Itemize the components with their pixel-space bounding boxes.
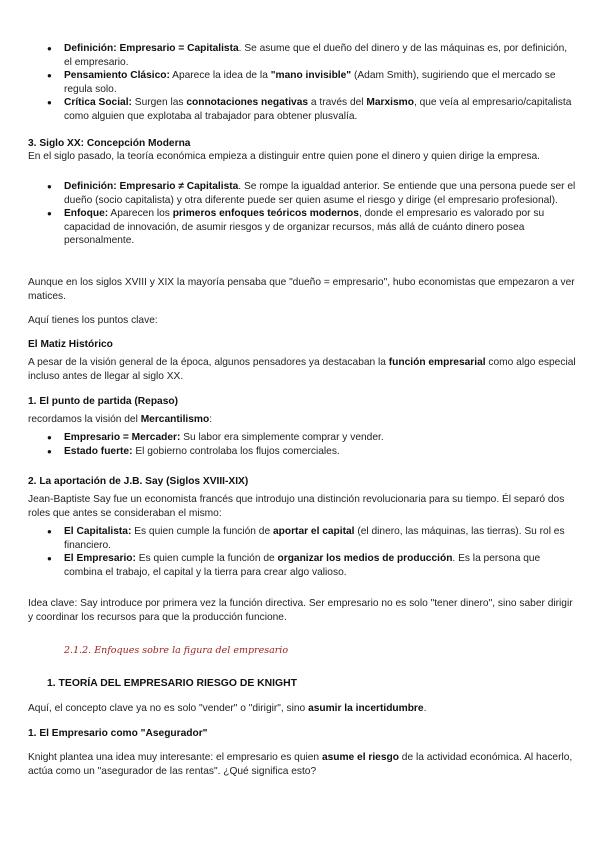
punto-partida-title: 1. El punto de partida (Repaso) (28, 396, 178, 407)
section-heading: 2.1.2. Enfoques sobre la figura del empresario (64, 645, 289, 656)
list-item: ● Enfoque: Aparecen los primeros enfoques teóricos modernos, donde el empresario es valorado por su capacidad de innovación, de asumir riesgos y de organizar recursos, más allá de cuánto dinero posea personalmente. (47, 207, 577, 248)
section-3-intro: En el siglo pasado, la teoría económica empieza a distinguir entre quien pone el dinero y quien dirige la empresa. (28, 151, 540, 162)
idea-clave-paragraph: Idea clave: Say introduce por primera vez la función directiva. Ser empresario no es solo "tener dinero", sino saber dirigir y coordinar los recursos para que la producción funcione. (28, 598, 573, 623)
say-bullet-list (47, 525, 577, 579)
say-title: 2. La aportación de J.B. Say (Siglos XVIII-XIX) (28, 476, 249, 487)
section-3-bullet-list (47, 180, 577, 248)
list-item: ● Empresario = Mercader: Su labor era simplemente comprar y vender. (47, 431, 577, 445)
knight-paragraph: Aquí, el concepto clave ya no es solo "vender" o "dirigir", sino asumir la incertidumbre. (28, 703, 427, 714)
knight-heading: 1. TEORÍA DEL EMPRESARIO RIESGO DE KNIGHT (47, 678, 297, 689)
asegurador-title: 1. El Empresario como "Asegurador" (28, 728, 208, 739)
paragraph-puntos-clave: Aquí tienes los puntos clave: (28, 315, 158, 326)
asegurador-paragraph: Knight plantea una idea muy interesante: el empresario es quien asume el riesgo de la actividad económica. Al hacerlo, actúa como un "asegurador de las rentas". ¿Qué significa esto? (28, 752, 573, 777)
matiz-paragraph: A pesar de la visión general de la época, algunos pensadores ya destacaban la función empresarial como algo especial incluso antes de llegar al siglo XX. (28, 357, 576, 382)
list-item: ● Estado fuerte: El gobierno controlaba los flujos comerciales. (47, 445, 577, 459)
list-item: ● El Capitalista: Es quien cumple la función de aportar el capital (el dinero, las máquinas, las tierras). Su rol es financiero. (47, 525, 577, 552)
say-intro: Jean-Baptiste Say fue un economista francés que introdujo una distinción revolucionaria para su tiempo. Él separó dos roles que antes se consideraban el mismo: (28, 494, 565, 519)
punto-partida-intro: recordamos la visión del Mercantilismo: (28, 414, 213, 425)
paragraph-aunque: Aunque en los siglos XVIII y XIX la mayoría pensaba que "dueño = empresario", hubo economistas que empezaron a ver matices. (28, 277, 575, 302)
matiz-title: El Matiz Histórico (28, 339, 113, 350)
list-item: ● El Empresario: Es quien cumple la función de organizar los medios de producción. Es la persona que combina el trabajo, el capital y la tierra para crear algo valioso. (47, 552, 577, 579)
list-item: ● Pensamiento Clásico: Aparece la idea de la "mano invisible" (Adam Smith), sugiriendo que el mercado se regula solo. (47, 69, 577, 96)
top-bullet-list (47, 42, 577, 123)
section-3-title: 3. Siglo XX: Concepción Moderna (28, 138, 191, 149)
list-item: ● Definición: Empresario ≠ Capitalista. Se rompe la igualdad anterior. Se entiende que una persona puede ser el dueño (socio capitalista) y otra diferente puede ser quien asume el riesgo y dirige (el empresario profesional). (47, 180, 577, 207)
list-item: ● Crítica Social: Surgen las connotaciones negativas a través del Marxismo, que veía al empresario/capitalista como alguien que explotaba al trabajador para obtener plusvalía. (47, 96, 577, 123)
list-item: ● Definición: Empresario = Capitalista. Se asume que el dueño del dinero y de las máquinas es, por definición, el empresario. (47, 42, 577, 69)
mercantilismo-bullet-list (47, 431, 577, 458)
